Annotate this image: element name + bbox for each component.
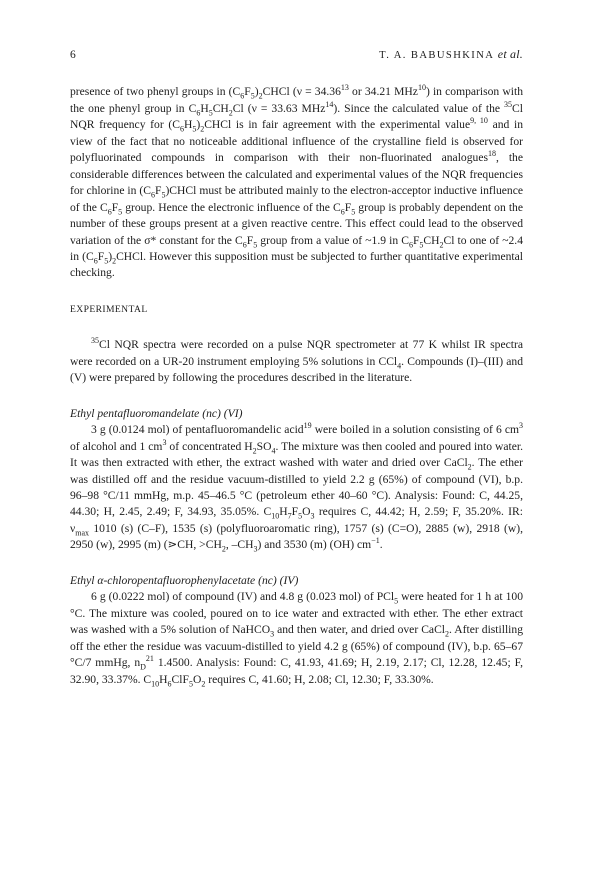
running-header: [70, 46, 523, 64]
section-vi-title: Ethyl pentafluoromandelate (nc) (VI): [70, 406, 243, 420]
author-etal: et al.: [497, 47, 523, 61]
section-vi-paragraph: 3 g (0.0124 mol) of pentafluoromandelic acid$^{19}$ were boiled in a solution consisting of 6 $cm^3$ of alcohol and 1 $cm^3$ of concentrated $H_2SO_4$. The mixture was then cooled and poured into water. It was then extracted with ether, the extract washed with water and dried over CaCl$_2$. The ether was distilled off and the residue vacuum-distilled to yield 2.2 g (65%) of compound (VI), b.p. 96–98 °C/11 mmHg, m.p. 45–46.5 °C (petroleum ether 40–60 °C). Analysis: Found: C, 44.25, 44.30; H, 2.45, 2.49; F, 34.93, 35.05%. $C_{10}H_7F_5O_3$ requires C, 44.42; H, 2.59; F, 35.20%. IR: $\nu_{max}$ 1010 (s) (C–F), 1535 (s) (polyfluoroaromatic ring), 1757 (s) (C=O), 2885 (w), 2918 (w), 2950 (w), 2995 (m) (⋗CH, $>CH_2$, $-CH_3$) and 3530 (m) (OH) $cm^{-1}$.: [70, 421, 524, 554]
experimental-paragraph: $^{35}$Cl NQR spectra were recorded on a pulse NQR spectrometer at 77 K whilst IR spectra were recorded on a UR-20 instrument employing 5% solutions in CCl$_4$. Compounds (I)–(III) and (V) were prepared by following the procedures described in the literature.: [70, 336, 524, 385]
section-iv-title: Ethyl α-chloropentafluorophenylacetate (nc) (IV): [70, 573, 299, 587]
page-number: 6: [70, 49, 76, 61]
intro-paragraph: presence of two phenyl groups in $(C_6F_5)_2CHCl$ ($\nu = 34.36^{13}$ or 34.21 MHz$^{10}$) in comparison with the one phenyl group in $C_6H_5CH_2Cl$ (ν = 33.63 MHz$^{14}$). Since the calculated value of the $^{35}$Cl NQR frequency for $(C_6H_5)_2CHCl$ is in fair agreement with the experimental value$^{9, 10}$ and in view of the fact that no noticeable additional influence of the crystalline field is observed for polyfluorinated compounds in comparison with their non-fluorinated analogues$^{18}$, the considerable differences between the calculated and experimental values of the NQR frequencies for chlorine in $(C_6F_5)CHCl$ must be attributed mainly to the electron-acceptor inductive influence of the $C_6F_5$ group. Hence the electronic influence of the $C_6F_5$ group is probably dependent on the number of these groups present at a given reactive centre. This effect could lead to the observed variation of the σ* constant for the $C_6F_5$ group from a value of ~1.9 in $C_6F_5CH_2Cl$ to one of ~2.4 in $(C_6F_5)_2CHCl$. However this supposition must be subjected to further quantitative experimental checking.: [70, 83, 524, 280]
section-iv-paragraph: 6 g (0.0222 mol) of compound (IV) and 4.8 g (0.023 mol) of PCl$_5$ were heated for 1 h at 100 °C. The mixture was cooled, poured on to ice water and extracted with ether. The ether extract was washed with a 5% solution of NaHCO$_3$ and then water, and dried over CaCl$_2$. After distilling off the ether the residue was vacuum-distilled to yield 4.2 g (65%) of compound (IV), b.p. 65–67 °C/7 mmHg, $n_D^{21}$ 1.4500. Analysis: Found: C, 41.93, 41.69; H, 2.19, 2.17; Cl, 12.28, 12.45; F, 32.90, 33.37%. $C_{10}H_6ClF_5O_2$ requires C, 41.60; H, 2.08; Cl, 12.30; F, 33.30%.: [70, 590, 524, 688]
experimental-heading: EXPERIMENTAL: [70, 303, 148, 315]
author-names: T. A. BABUSHKINA: [379, 50, 498, 61]
running-author: [379, 46, 523, 64]
